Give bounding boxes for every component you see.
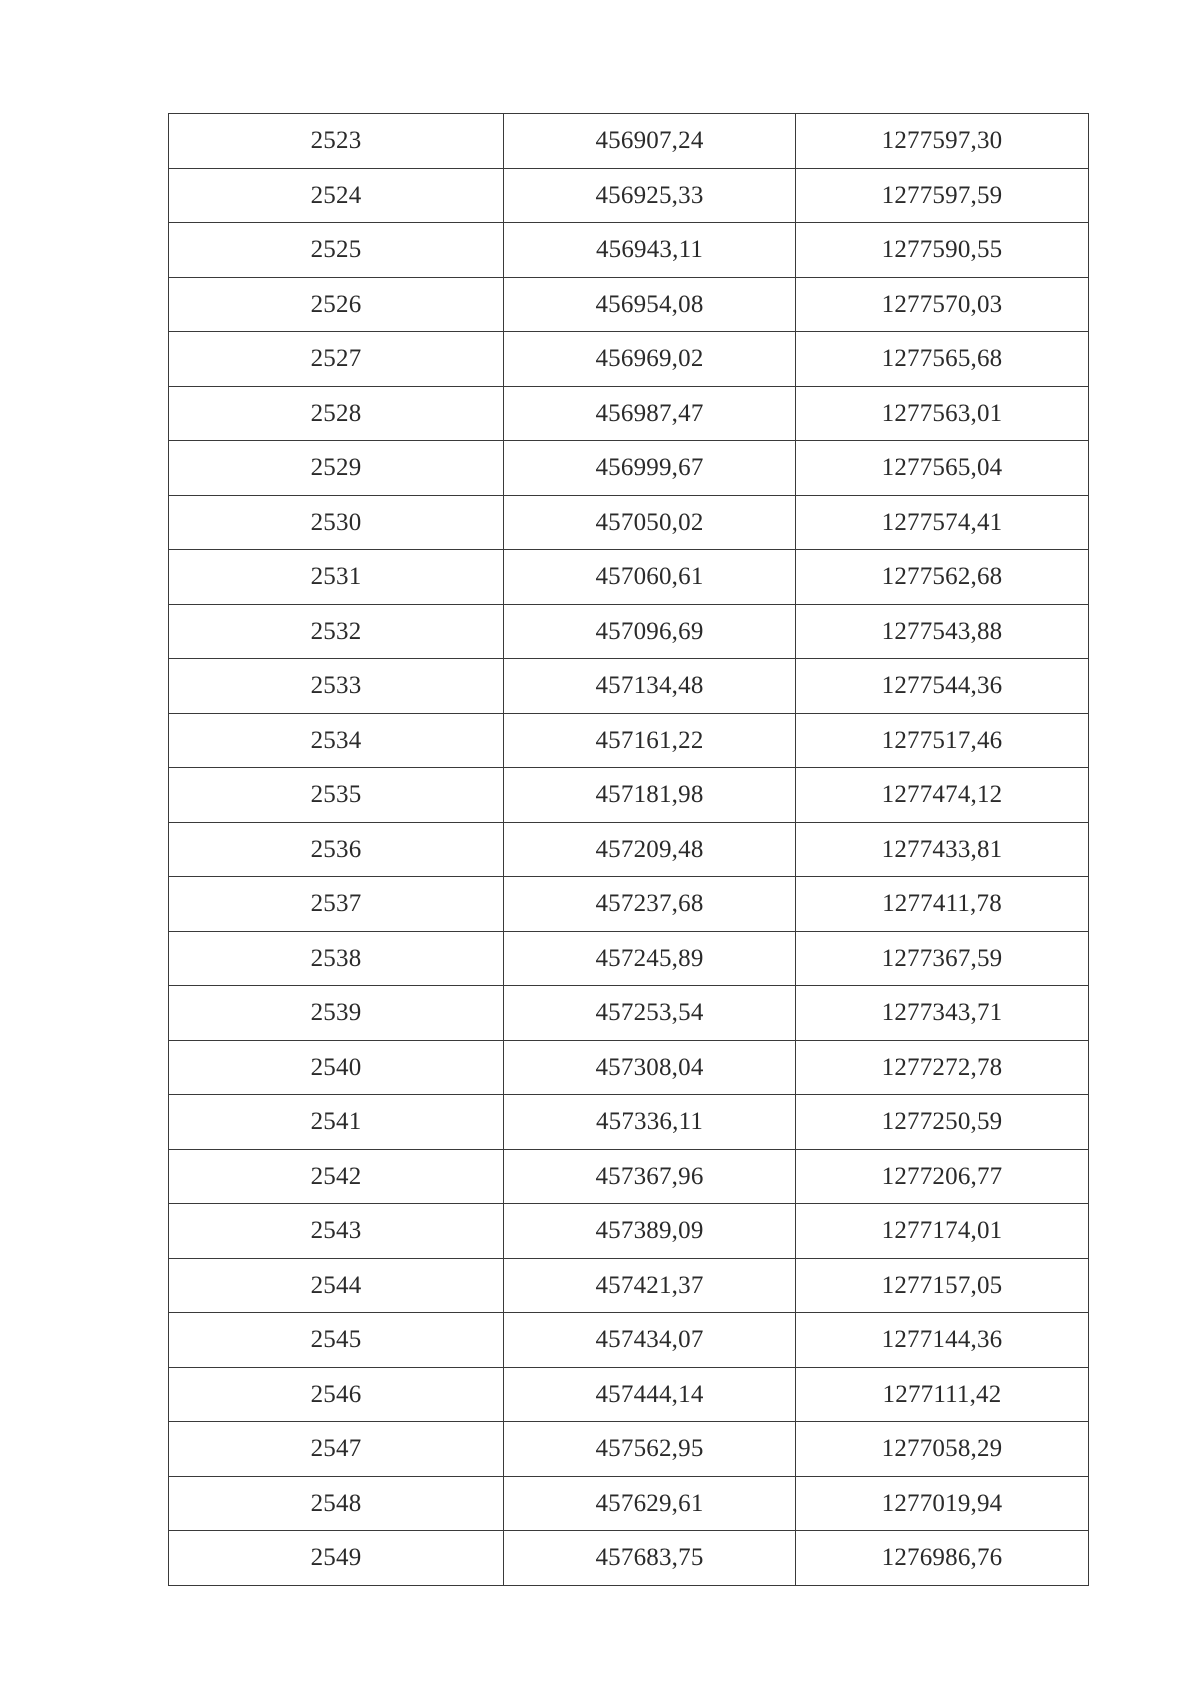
table-row [169,550,1089,605]
x-coordinate-cell: 457389,09 [504,1204,796,1259]
y-coordinate-cell: 1277597,59 [796,168,1089,223]
point-number-cell: 2526 [169,277,504,332]
point-number-cell: 2535 [169,768,504,823]
point-number-cell: 2538 [169,931,504,986]
y-coordinate-cell: 1277174,01 [796,1204,1089,1259]
x-coordinate-cell: 457434,07 [504,1313,796,1368]
table-row [169,441,1089,496]
point-number-cell: 2540 [169,1040,504,1095]
point-number-cell: 2541 [169,1095,504,1150]
x-coordinate-cell: 456907,24 [504,114,796,169]
table-row [169,1258,1089,1313]
y-coordinate-cell: 1277597,30 [796,114,1089,169]
point-number-cell: 2543 [169,1204,504,1259]
x-coordinate-cell: 457421,37 [504,1258,796,1313]
point-number-cell: 2547 [169,1422,504,1477]
table-row [169,877,1089,932]
point-number-cell: 2536 [169,822,504,877]
x-coordinate-cell: 456969,02 [504,332,796,387]
point-number-cell: 2532 [169,604,504,659]
point-number-cell: 2549 [169,1531,504,1586]
table-row [169,822,1089,877]
y-coordinate-cell: 1277574,41 [796,495,1089,550]
x-coordinate-cell: 457209,48 [504,822,796,877]
coordinates-table-body [169,114,1089,1586]
table-row [169,332,1089,387]
point-number-cell: 2548 [169,1476,504,1531]
table-row [169,386,1089,441]
x-coordinate-cell: 457367,96 [504,1149,796,1204]
y-coordinate-cell: 1277250,59 [796,1095,1089,1150]
x-coordinate-cell: 456925,33 [504,168,796,223]
table-row [169,659,1089,714]
x-coordinate-cell: 457134,48 [504,659,796,714]
table-row [169,495,1089,550]
y-coordinate-cell: 1277272,78 [796,1040,1089,1095]
y-coordinate-cell: 1277570,03 [796,277,1089,332]
table-row [169,1476,1089,1531]
point-number-cell: 2530 [169,495,504,550]
y-coordinate-cell: 1277411,78 [796,877,1089,932]
point-number-cell: 2528 [169,386,504,441]
point-number-cell: 2545 [169,1313,504,1368]
table-row [169,931,1089,986]
table-row [169,223,1089,278]
x-coordinate-cell: 457562,95 [504,1422,796,1477]
point-number-cell: 2539 [169,986,504,1041]
y-coordinate-cell: 1277157,05 [796,1258,1089,1313]
table-row [169,1531,1089,1586]
y-coordinate-cell: 1277590,55 [796,223,1089,278]
y-coordinate-cell: 1277206,77 [796,1149,1089,1204]
point-number-cell: 2527 [169,332,504,387]
point-number-cell: 2534 [169,713,504,768]
x-coordinate-cell: 456987,47 [504,386,796,441]
table-row [169,1095,1089,1150]
x-coordinate-cell: 457096,69 [504,604,796,659]
table-row [169,168,1089,223]
x-coordinate-cell: 457060,61 [504,550,796,605]
y-coordinate-cell: 1277565,04 [796,441,1089,496]
y-coordinate-cell: 1277563,01 [796,386,1089,441]
table-row [169,1422,1089,1477]
x-coordinate-cell: 457050,02 [504,495,796,550]
x-coordinate-cell: 457308,04 [504,1040,796,1095]
x-coordinate-cell: 457181,98 [504,768,796,823]
x-coordinate-cell: 457237,68 [504,877,796,932]
x-coordinate-cell: 457683,75 [504,1531,796,1586]
table-row [169,277,1089,332]
x-coordinate-cell: 457161,22 [504,713,796,768]
table-row [169,1204,1089,1259]
x-coordinate-cell: 456943,11 [504,223,796,278]
table-row [169,114,1089,169]
y-coordinate-cell: 1277144,36 [796,1313,1089,1368]
point-number-cell: 2533 [169,659,504,714]
y-coordinate-cell: 1277019,94 [796,1476,1089,1531]
y-coordinate-cell: 1277543,88 [796,604,1089,659]
x-coordinate-cell: 457245,89 [504,931,796,986]
table-row [169,1367,1089,1422]
y-coordinate-cell: 1277433,81 [796,822,1089,877]
x-coordinate-cell: 457336,11 [504,1095,796,1150]
y-coordinate-cell: 1277111,42 [796,1367,1089,1422]
table-row [169,713,1089,768]
x-coordinate-cell: 457629,61 [504,1476,796,1531]
y-coordinate-cell: 1277367,59 [796,931,1089,986]
point-number-cell: 2546 [169,1367,504,1422]
x-coordinate-cell: 456999,67 [504,441,796,496]
table-row [169,1149,1089,1204]
table-row [169,604,1089,659]
point-number-cell: 2523 [169,114,504,169]
y-coordinate-cell: 1277562,68 [796,550,1089,605]
point-number-cell: 2544 [169,1258,504,1313]
y-coordinate-cell: 1277544,36 [796,659,1089,714]
y-coordinate-cell: 1277343,71 [796,986,1089,1041]
point-number-cell: 2542 [169,1149,504,1204]
table-row [169,768,1089,823]
table-row [169,1313,1089,1368]
y-coordinate-cell: 1277517,46 [796,713,1089,768]
point-number-cell: 2525 [169,223,504,278]
table-row [169,1040,1089,1095]
x-coordinate-cell: 457444,14 [504,1367,796,1422]
point-number-cell: 2524 [169,168,504,223]
y-coordinate-cell: 1277474,12 [796,768,1089,823]
x-coordinate-cell: 456954,08 [504,277,796,332]
y-coordinate-cell: 1277565,68 [796,332,1089,387]
x-coordinate-cell: 457253,54 [504,986,796,1041]
y-coordinate-cell: 1276986,76 [796,1531,1089,1586]
point-number-cell: 2529 [169,441,504,496]
table-row [169,986,1089,1041]
y-coordinate-cell: 1277058,29 [796,1422,1089,1477]
point-number-cell: 2537 [169,877,504,932]
coordinates-table [168,113,1089,1586]
point-number-cell: 2531 [169,550,504,605]
